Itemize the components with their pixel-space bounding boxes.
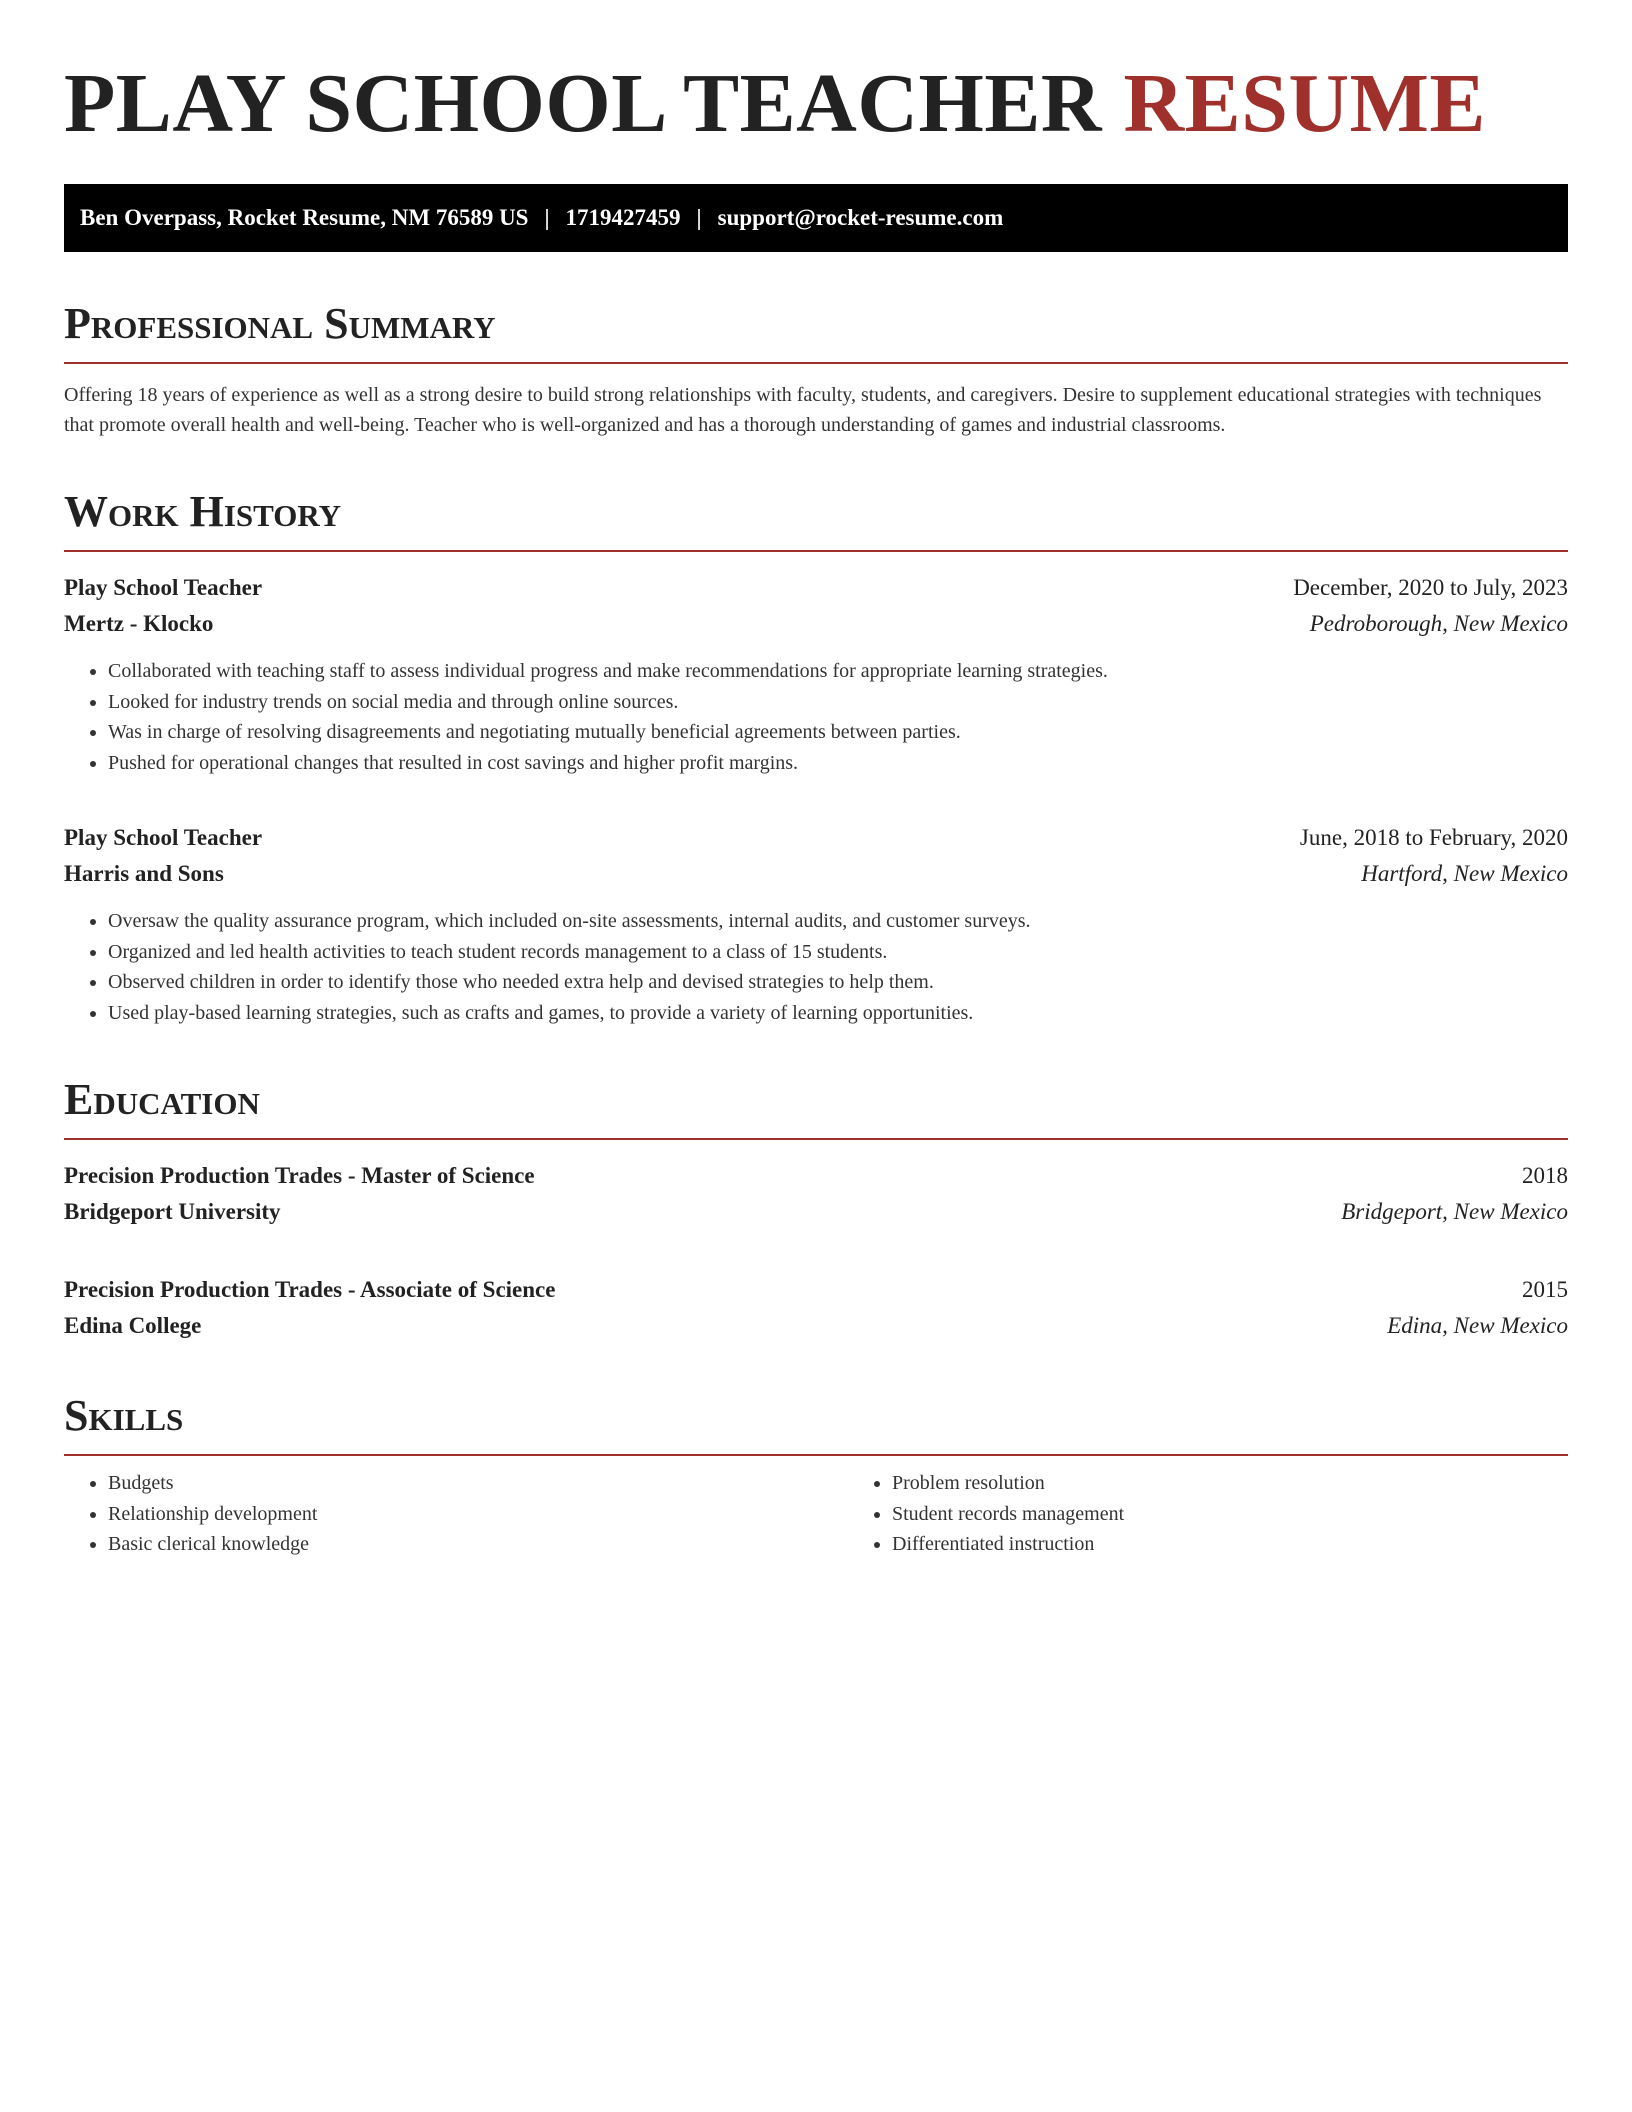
job-duty: • Pushed for operational changes that resulted in cost savings and higher profit margins. — [108, 748, 1568, 779]
skill-item: • Relationship development — [108, 1499, 848, 1530]
job-duties-list — [64, 906, 1568, 1028]
job-title-row — [64, 820, 1568, 856]
school-row — [64, 1308, 1568, 1344]
education-entry — [64, 1158, 1568, 1230]
job-duties-list — [64, 656, 1568, 778]
job-duty: • Organized and led health activities to teach student records management to a class of 15 students. — [108, 937, 1568, 968]
contact-separator: | — [544, 205, 550, 230]
job-duty: • Observed children in order to identify those who needed extra help and devised strategies to help them. — [108, 967, 1568, 998]
skills-list-right — [848, 1468, 1632, 1560]
job-duty: • Was in charge of resolving disagreements and negotiating mutually beneficial agreements between parties. — [108, 717, 1568, 748]
school-name: Bridgeport University — [64, 1199, 281, 1224]
skills-list-left — [64, 1468, 848, 1560]
school-location: Bridgeport, New Mexico — [1341, 1199, 1568, 1224]
degree-name: Precision Production Trades - Associate of Science — [64, 1277, 556, 1302]
contact-address: Ben Overpass, Rocket Resume, NM 76589 US — [80, 205, 529, 230]
skill-item: • Budgets — [108, 1468, 848, 1499]
summary-text: Offering 18 years of experience as well as a strong desire to build strong relationships with faculty, students, and caregivers. Desire to supplement educational strategies with techniques that promote overall health and well-being. Teacher who is well-organized and has a thorough understanding of games and industrial classrooms. — [64, 384, 1542, 436]
job-duty: • Used play-based learning strategies, such as crafts and games, to provide a variety of learning opportunities. — [108, 998, 1568, 1029]
title-main: PLAY SCHOOL TEACHER — [64, 57, 1103, 150]
skill-item: • Basic clerical knowledge — [108, 1529, 848, 1560]
job-dates: June, 2018 to February, 2020 — [1299, 825, 1568, 850]
summary-heading: Professional Summary — [64, 298, 1568, 364]
contact-email: support@rocket-resume.com — [717, 205, 1004, 230]
education-heading: Education — [64, 1074, 1568, 1140]
job-dates: December, 2020 to July, 2023 — [1293, 575, 1568, 600]
skill-item: • Differentiated instruction — [892, 1529, 1632, 1560]
job-company-row — [64, 606, 1568, 642]
degree-row — [64, 1272, 1568, 1308]
contact-separator: | — [696, 205, 702, 230]
contact-bar — [64, 184, 1568, 252]
degree-name: Precision Production Trades - Master of Science — [64, 1163, 535, 1188]
job-company: Mertz - Klocko — [64, 611, 214, 636]
job-title: Play School Teacher — [64, 575, 263, 600]
job-title-row — [64, 570, 1568, 606]
degree-year: 2015 — [1522, 1277, 1568, 1302]
page-title — [64, 56, 1568, 152]
job-company-row — [64, 856, 1568, 892]
skills-heading: Skills — [64, 1390, 1568, 1456]
skill-item: • Problem resolution — [892, 1468, 1632, 1499]
school-location: Edina, New Mexico — [1387, 1313, 1568, 1338]
job-location: Pedroborough, New Mexico — [1309, 611, 1568, 636]
skill-item: • Student records management — [892, 1499, 1632, 1530]
degree-year: 2018 — [1522, 1163, 1568, 1188]
skills-columns — [64, 1468, 1568, 1560]
school-name: Edina College — [64, 1313, 202, 1338]
school-row — [64, 1194, 1568, 1230]
education-entry — [64, 1272, 1568, 1344]
job-entry — [64, 820, 1568, 1028]
degree-row — [64, 1158, 1568, 1194]
job-location: Hartford, New Mexico — [1361, 861, 1568, 886]
title-accent: RESUME — [1123, 57, 1486, 150]
job-duty: • Looked for industry trends on social media and through online sources. — [108, 687, 1568, 718]
contact-phone: 1719427459 — [565, 205, 681, 230]
job-entry — [64, 570, 1568, 778]
work-history-heading: Work History — [64, 486, 1568, 552]
job-duty: • Oversaw the quality assurance program, which included on-site assessments, internal audits, and customer surveys. — [108, 906, 1568, 937]
job-title: Play School Teacher — [64, 825, 263, 850]
job-company: Harris and Sons — [64, 861, 224, 886]
job-duty: • Collaborated with teaching staff to assess individual progress and make recommendations for appropriate learning strategies. — [108, 656, 1568, 687]
